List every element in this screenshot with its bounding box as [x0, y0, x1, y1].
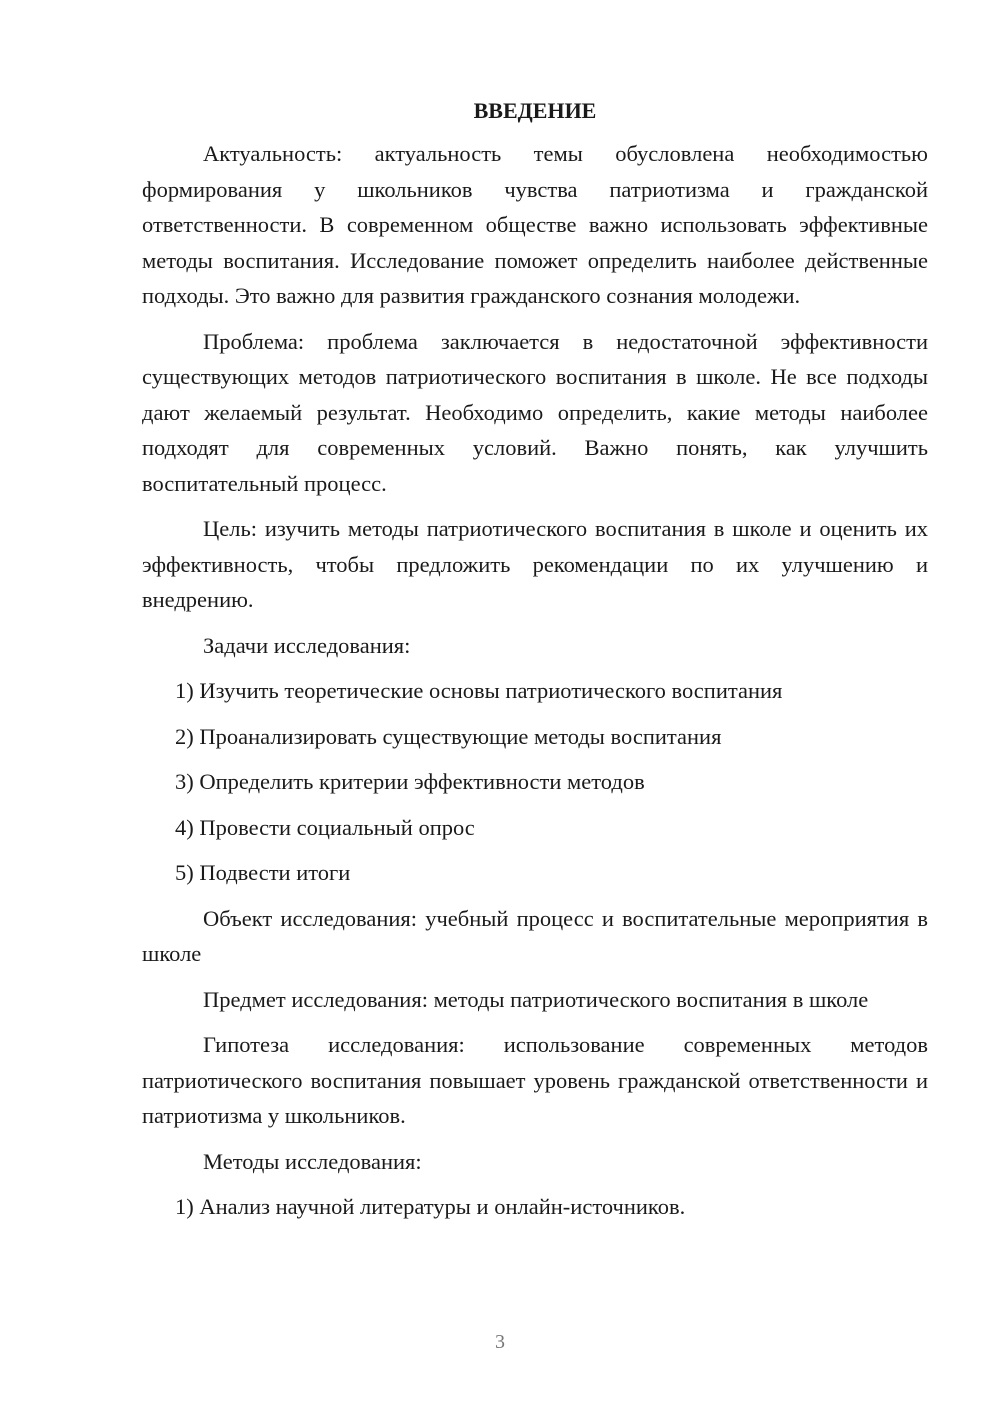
- document-page: [142, 96, 928, 1235]
- relevance-paragraph: Актуальность: актуальность темы обусловлена необходимостью формирования у школьников чувства патриотизма и гражданской ответственности. В современном обществе важно использовать эффективные методы воспитания. Исследование поможет определить наиболее действенные подходы. Это важно для развития гражданского сознания молодежи.: [142, 141, 928, 308]
- subject-paragraph: Предмет исследования: методы патриотического воспитания в школе: [203, 986, 869, 1012]
- object-paragraph: Объект исследования: учебный процесс и воспитательные мероприятия в школе: [142, 905, 928, 966]
- methods-title: Методы исследования:: [203, 1148, 422, 1174]
- task-item: 1) Изучить теоретические основы патриотического воспитания: [175, 678, 783, 703]
- methods-list: [142, 1189, 928, 1225]
- tasks-list: [142, 673, 928, 891]
- problem-paragraph: Проблема: проблема заключается в недостаточной эффективности существующих методов патриотического воспитания в школе. Не все подходы дают желаемый результат. Необходимо определить, какие методы наиболее подходят для современных условий. Важно понять, как улучшить воспитательный процесс.: [142, 328, 928, 496]
- goal-paragraph: Цель: изучить методы патриотического воспитания в школе и оценить их эффективность, чтобы предложить рекомендации по их улучшению и внедрению.: [142, 516, 928, 612]
- tasks-title: Задачи исследования:: [203, 632, 411, 658]
- section-heading: ВВЕДЕНИЕ: [473, 98, 597, 123]
- task-item: 2) Проанализировать существующие методы воспитания: [175, 723, 722, 749]
- task-item: 4) Провести социальный опрос: [175, 814, 475, 840]
- hypothesis-paragraph: Гипотеза исследования: использование современных методов патриотического воспитания повышает уровень гражданской ответственности и патриотизма у школьников.: [142, 1032, 928, 1128]
- page-number: 3: [495, 1331, 505, 1353]
- task-item: 5) Подвести итоги: [175, 860, 351, 885]
- method-item: 1) Анализ научной литературы и онлайн-источников.: [175, 1194, 686, 1219]
- task-item: 3) Определить критерии эффективности методов: [175, 769, 645, 794]
